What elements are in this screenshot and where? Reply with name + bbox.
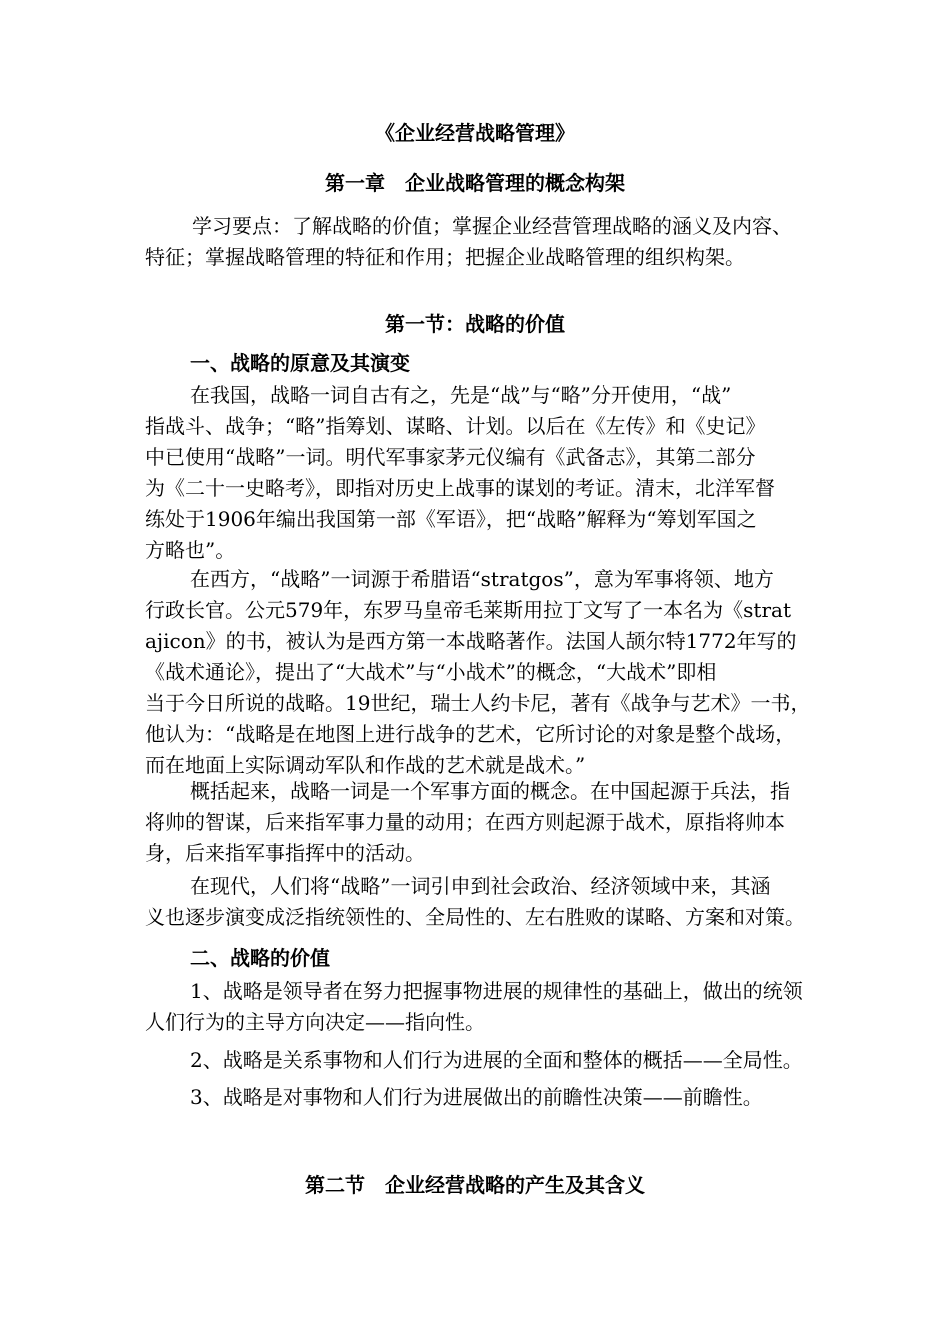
paragraph-4-line: 在现代，人们将“战略”一词引申到社会政治、经济领域中来，其涵 — [190, 874, 771, 898]
paragraph-1-line: 中已使用“战略”一词。明代军事家茅元仪编有《武备志》，其第二部分 — [145, 445, 756, 469]
paragraph-3-line: 身，后来指军事指挥中的活动。 — [145, 841, 425, 865]
document-title: 《企业经营战略管理》 — [375, 121, 575, 145]
point-1-line: 人们行为的主导方向决定——指向性。 — [145, 1010, 485, 1034]
point-1 — [145, 976, 905, 1038]
paragraph-3-line: 概括起来，战略一词是一个军事方面的概念。在中国起源于兵法，指 — [190, 779, 790, 803]
paragraph-3 — [145, 776, 905, 869]
paragraph-2-line: 而在地面上实际调动军队和作战的艺术就是战术。” — [145, 753, 586, 777]
paragraph-1-line: 方略也”。 — [145, 538, 236, 562]
paragraph-1 — [145, 380, 905, 566]
paragraph-1-line: 为《二十一史略考》，即指对历史上战事的谋划的考证。清末，北洋军督 — [145, 476, 775, 500]
paragraph-2 — [145, 564, 905, 781]
chapter-title: 第一章 企业战略管理的概念构架 — [325, 171, 625, 195]
study-points-line-2: 特征；掌握战略管理的特征和作用；把握企业战略管理的组织构架。 — [145, 245, 745, 269]
heading-2: 二、战略的价值 — [190, 946, 330, 970]
paragraph-2-line: 当于今日所说的战略。19世纪，瑞士人约卡尼，著有《战争与艺术》一书， — [145, 691, 811, 715]
point-1-line: 1、战略是领导者在努力把握事物进展的规律性的基础上，做出的统领 — [190, 979, 803, 1003]
paragraph-2-line: 行政长官。公元579年，东罗马皇帝毛莱斯用拉丁文写了一本名为《strat — [145, 598, 791, 622]
paragraph-4 — [145, 871, 905, 933]
study-points-line-1: 学习要点：了解战略的价值；掌握企业经营管理战略的涵义及内容、 — [192, 214, 792, 238]
heading-1: 一、战略的原意及其演变 — [190, 351, 410, 375]
paragraph-4-line: 义也逐步演变成泛指统领性的、全局性的、左右胜败的谋略、方案和对策。 — [145, 905, 805, 929]
paragraph-3-line: 将帅的智谋，后来指军事力量的动用；在西方则起源于战术，原指将帅本 — [145, 810, 785, 834]
section-2-title: 第二节 企业经营战略的产生及其含义 — [305, 1173, 645, 1197]
paragraph-1-line: 在我国，战略一词自古有之，先是“战”与“略”分开使用，“战” — [190, 383, 732, 407]
point-3: 3、战略是对事物和人们行为进展做出的前瞻性决策——前瞻性。 — [190, 1085, 763, 1109]
paragraph-2-line: 在西方，“战略”一词源于希腊语“stratgos”，意为军事将领、地方 — [190, 567, 774, 591]
paragraph-2-line: 《战术通论》，提出了“大战术”与“小战术”的概念，“大战术”即相 — [145, 660, 717, 684]
paragraph-1-line: 指战斗、战争；“略”指筹划、谋略、计划。以后在《左传》和《史记》 — [145, 414, 766, 438]
paragraph-2-line: ajicon》的书，被认为是西方第一本战略著作。法国人颉尔特1772年写的 — [145, 629, 797, 653]
point-2: 2、战略是关系事物和人们行为进展的全面和整体的概括——全局性。 — [190, 1048, 803, 1072]
section-1-title: 第一节：战略的价值 — [385, 312, 565, 336]
paragraph-2-line: 他认为：“战略是在地图上进行战争的艺术，它所讨论的对象是整个战场， — [145, 722, 796, 746]
paragraph-1-line: 练处于1906年编出我国第一部《军语》，把“战略”解释为“筹划军国之 — [145, 507, 757, 531]
